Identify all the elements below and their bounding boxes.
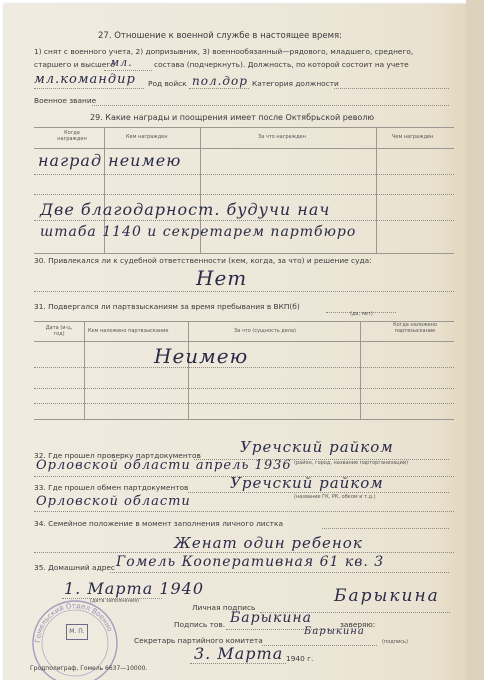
personal-signature: Барыкина xyxy=(334,586,440,606)
sign-label: Подпись тов. xyxy=(174,620,226,629)
signer-name: Барыкина xyxy=(230,610,312,626)
stamp-box: М. П. xyxy=(66,624,88,640)
q32-title: 32. Где прошел проверку партдокументов xyxy=(34,451,201,460)
q30-answer: Нет xyxy=(196,266,248,290)
q29-title: 29. Какие награды и поощрения имеет после Октябрьской револю xyxy=(90,113,375,122)
q29-col-who: Кем награжден xyxy=(126,134,168,140)
q29-row1-answer: наград неимею xyxy=(38,151,182,170)
q29-col-for-what: За что награжден xyxy=(258,134,306,140)
certify-date-answer: 3. Марта xyxy=(194,644,284,663)
q31-title: 31. Подвергался ли партвзысканиям за время пребывания в ВКП(б) xyxy=(34,302,300,311)
q33-title: 33. Где прошел обмен партдокументов xyxy=(34,483,189,492)
q31-note: (да, нет) xyxy=(350,311,373,317)
q34-title: 34. Семейное положение в момент заполнения личного листка xyxy=(34,519,283,528)
q29-row3-answer: штаба 1140 и секретарем партбюро xyxy=(40,224,357,240)
q27-category-label: Категория должности xyxy=(252,79,339,88)
q31-col-who: Кем наложено партвзыскание xyxy=(88,328,169,334)
secretary-label: Секретарь партийного комитета xyxy=(134,636,263,645)
certify-label: заверяю: xyxy=(340,620,376,629)
personal-signature-label: Личная подпись xyxy=(192,603,256,612)
q27-branch-label: Род войск xyxy=(148,79,187,88)
q35-title: 35. Домашний адрес xyxy=(34,563,115,572)
q31-col-date: Дата (и-ц, год) xyxy=(45,325,73,337)
q27-rank-label: Военное звание xyxy=(34,96,97,105)
q34-answer: Женат один ребенок xyxy=(174,534,363,552)
page-edge xyxy=(466,0,484,680)
q35-answer: Гомель Кооперативная 61 кв. 3 xyxy=(116,554,385,570)
q27-branch-answer: пол.дор xyxy=(192,74,248,88)
q33-answer-part2: Орловской области xyxy=(36,494,191,509)
fill-date-note: (дата заполнения) xyxy=(90,598,140,604)
q27-staff-answer: мл. xyxy=(110,56,133,69)
seal-text: Гомельский Отдел Военно xyxy=(33,601,114,644)
form-sheet xyxy=(4,4,470,680)
print-info: Гродполиграф, Гомель 6637—10000. xyxy=(30,665,148,672)
q27-position-answer: мл.командир xyxy=(34,72,136,87)
q29-row2-answer: Две благодарност. будучи нач xyxy=(40,200,331,219)
q32-answer-part1: Уречский райком xyxy=(240,438,394,456)
q31-answer: Неимею xyxy=(154,344,249,368)
q33-note: (название ГК, РК, обком и т.д.) xyxy=(294,494,376,500)
q31-col-when: Когда наложено партвзыскание xyxy=(393,322,437,334)
q30-title: 30. Привлекался ли к судебной ответственности (кем, когда, за что) и решение суда: xyxy=(34,256,372,265)
q29-col-award: Чем награжден xyxy=(392,134,434,140)
secretary-signature: Барыкина xyxy=(304,626,365,637)
q27-line1: 1) снят с военного учета, 2) допризывник, 3) военнообязанный—рядового, младшего, среднего, xyxy=(34,47,414,56)
q31-col-for-what: За что (сущность дела) xyxy=(234,328,297,334)
year-suffix: 1940 г. xyxy=(286,654,314,663)
q32-note: (район, город, название парторганизации) xyxy=(294,460,409,466)
q33-answer-part1: Уречский райком xyxy=(230,474,384,492)
q27-title: 27. Отношение к военной службе в настоящее время: xyxy=(98,31,343,41)
q27-line2a: старшего и высшего xyxy=(34,60,115,69)
secretary-sig-note: (подпись) xyxy=(382,639,408,645)
q29-col-when: Когда награжден xyxy=(57,130,87,142)
q32-answer-part2: Орловской области апрель 1936 xyxy=(36,458,292,473)
fill-date-answer: 1. Марта 1940 xyxy=(64,579,205,598)
q27-line2b: состава (подчеркнуть). Должность, по которой состоит на учете xyxy=(154,60,409,69)
